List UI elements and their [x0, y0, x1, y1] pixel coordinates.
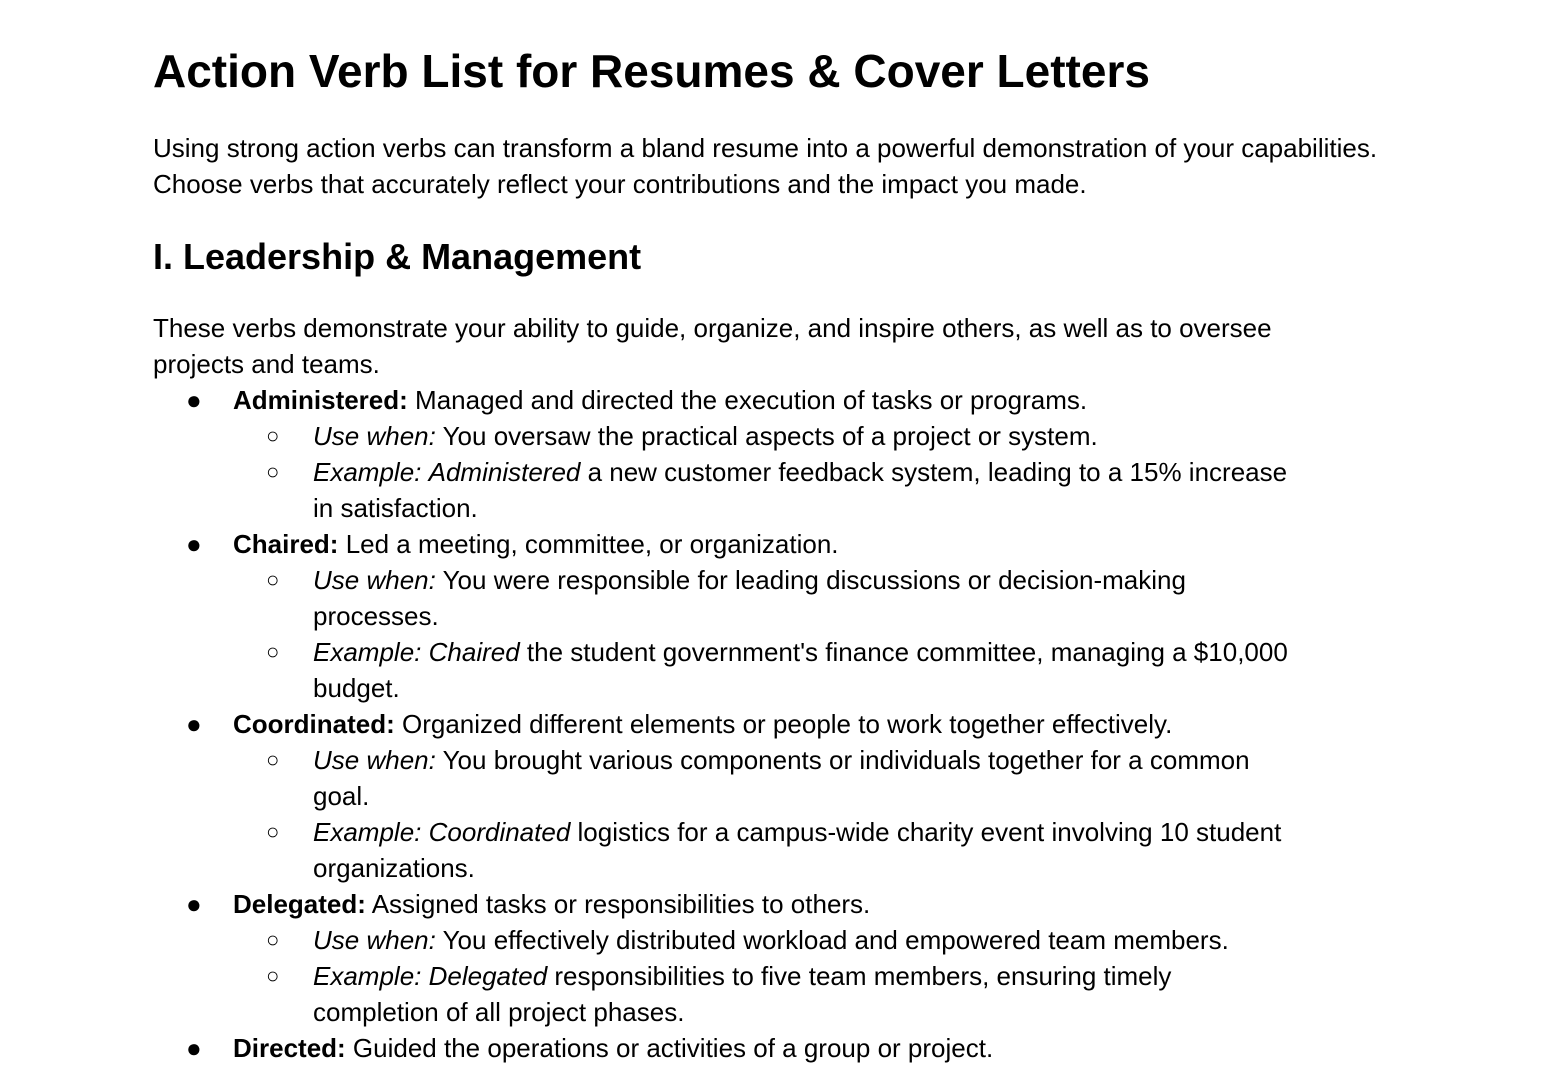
example-item — [233, 634, 1303, 706]
bullet-icon: ● — [186, 709, 202, 739]
verb-term: Delegated: — [233, 889, 366, 919]
use-when-item — [233, 418, 1303, 454]
verb-definition: Assigned tasks or responsibilities to others. — [365, 889, 871, 919]
example-text: the student government's finance committee, managing a $10,000 budget. — [313, 637, 1288, 703]
verb-details — [233, 418, 1388, 526]
bullet-icon: ● — [186, 1033, 202, 1063]
hollow-bullet-icon: ○ — [266, 423, 280, 448]
use-when-label: Use when: — [313, 745, 436, 775]
verb-details — [233, 742, 1388, 886]
example-label: Example: — [313, 961, 422, 991]
verb-definition: Organized different elements or people to work together effectively. — [394, 709, 1173, 739]
verb-term: Directed: — [233, 1033, 346, 1063]
hollow-bullet-icon: ○ — [266, 459, 280, 484]
hollow-bullet-icon: ○ — [266, 963, 280, 988]
verb-list — [153, 382, 1388, 1066]
verb-item-chaired — [153, 526, 1388, 706]
bullet-icon: ● — [186, 385, 202, 415]
verb-definition: Managed and directed the execution of tasks or programs. — [407, 385, 1088, 415]
example-text: a new customer feedback system, leading to a 15% increase in satisfaction. — [313, 457, 1288, 523]
verb-definition: Guided the operations or activities of a group or project. — [345, 1033, 994, 1063]
use-when-item — [233, 922, 1303, 958]
section-heading: I. Leadership & Management — [153, 236, 642, 277]
intro-paragraph: Using strong action verbs can transform a bland resume into a powerful demonstration of your capabilities. Choose verbs that accurately reflect your contributions and the impact you made. — [153, 133, 1378, 199]
document-title: Action Verb List for Resumes & Cover Letters — [153, 45, 1150, 97]
example-item — [233, 958, 1303, 1030]
use-when-text: You brought various components or individuals together for a common goal. — [313, 745, 1250, 811]
example-label: Example: — [313, 817, 422, 847]
section-intro-paragraph: These verbs demonstrate your ability to guide, organize, and inspire others, as well as to oversee projects and teams. — [153, 313, 1272, 379]
verb-term: Coordinated: — [233, 709, 395, 739]
example-label: Example: — [313, 457, 422, 487]
use-when-label: Use when: — [313, 565, 436, 595]
use-when-item — [233, 742, 1303, 814]
example-verb: Coordinated — [428, 817, 571, 847]
example-verb: Administered — [428, 457, 581, 487]
use-when-label: Use when: — [313, 421, 436, 451]
example-item — [233, 454, 1303, 526]
use-when-text: You effectively distributed workload and empowered team members. — [435, 925, 1229, 955]
example-label: Example: — [313, 637, 422, 667]
example-verb: Delegated — [428, 961, 548, 991]
example-verb: Chaired — [428, 637, 520, 667]
verb-details — [233, 922, 1388, 1030]
use-when-item — [233, 562, 1303, 634]
use-when-text: You were responsible for leading discussions or decision-making processes. — [313, 565, 1186, 631]
use-when-text: You oversaw the practical aspects of a project or system. — [435, 421, 1098, 451]
verb-term: Administered: — [233, 385, 408, 415]
hollow-bullet-icon: ○ — [266, 639, 280, 664]
verb-term: Chaired: — [233, 529, 339, 559]
verb-definition: Led a meeting, committee, or organization. — [338, 529, 839, 559]
use-when-label: Use when: — [313, 925, 436, 955]
hollow-bullet-icon: ○ — [266, 927, 280, 952]
example-text: logistics for a campus-wide charity event involving 10 student organizations. — [313, 817, 1282, 883]
example-text: responsibilities to five team members, ensuring timely completion of all project phases. — [313, 961, 1172, 1027]
verb-item-administered — [153, 382, 1388, 526]
bullet-icon: ● — [186, 529, 202, 559]
verb-item-directed — [153, 1030, 1388, 1066]
verb-item-coordinated — [153, 706, 1388, 886]
hollow-bullet-icon: ○ — [266, 819, 280, 844]
verb-details — [233, 562, 1388, 706]
hollow-bullet-icon: ○ — [266, 567, 280, 592]
bullet-icon: ● — [186, 889, 202, 919]
example-item — [233, 814, 1303, 886]
verb-item-delegated — [153, 886, 1388, 1030]
hollow-bullet-icon: ○ — [266, 747, 280, 772]
